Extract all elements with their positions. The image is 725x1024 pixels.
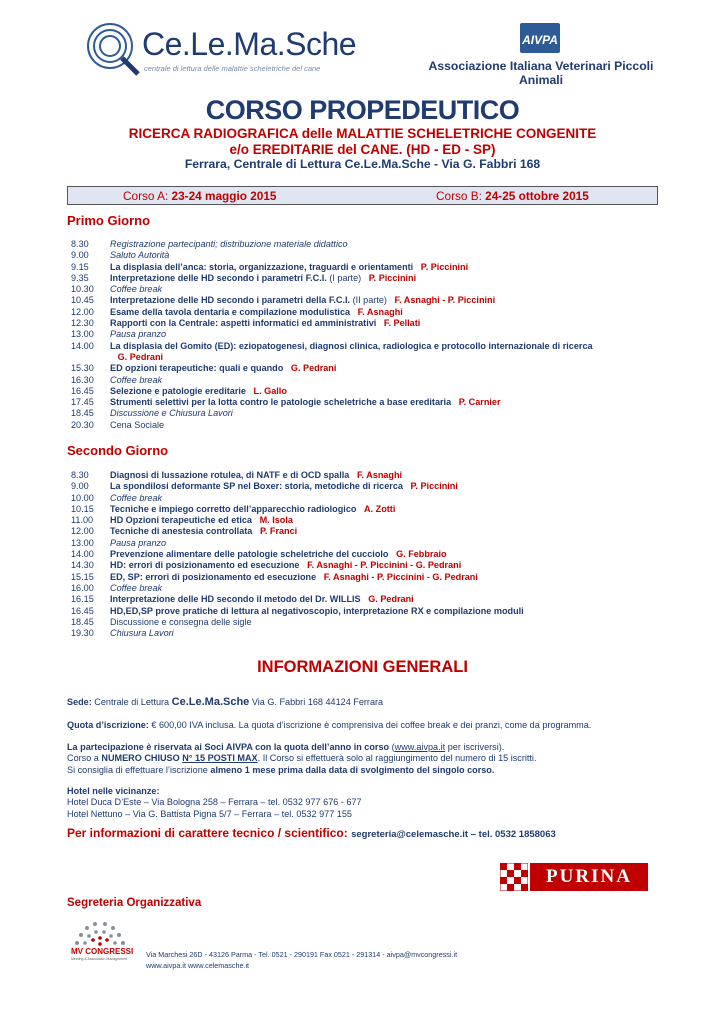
hotel-item-2: Hotel Nettuno – Via G. Battista Pigna 5/7 – Ferrara – tel. 0532 977 155 xyxy=(67,808,352,819)
schedule-row xyxy=(67,515,687,526)
schedule-item xyxy=(110,250,687,261)
schedule-day-1 xyxy=(67,239,687,431)
quota-text: € 600,00 IVA inclusa. La quota d’iscrizione è comprensiva dei coffee break e dei pranzi, come da programma. xyxy=(151,720,592,730)
course-a-label: Corso A: xyxy=(123,189,172,203)
schedule-time: 18.45 xyxy=(71,408,94,419)
schedule-item xyxy=(110,420,687,431)
quota-line xyxy=(67,720,687,731)
schedule-item xyxy=(110,560,687,571)
schedule-row xyxy=(67,594,687,605)
schedule-item-text: La displasia dell’anca: storia, organizzazione, traguardi e orientamenti xyxy=(110,261,414,272)
hotel-item-1: Hotel Duca D’Este – Via Bologna 258 – Ferrara – tel. 0532 977 676 - 677 xyxy=(67,797,362,808)
schedule-speaker: G. Febbraio xyxy=(396,549,447,560)
schedule-row xyxy=(67,572,687,583)
schedule-row xyxy=(67,408,687,419)
schedule-speaker: F. Asnaghi xyxy=(357,306,403,317)
schedule-item xyxy=(110,481,687,492)
schedule-item xyxy=(110,284,687,295)
schedule-time: 8.30 xyxy=(71,239,89,249)
schedule-time: 20.30 xyxy=(71,419,94,430)
schedule-item xyxy=(110,526,687,537)
schedule-row xyxy=(67,250,687,261)
sede-prefix: Centrale di Lettura xyxy=(94,697,170,707)
schedule-time: 14.30 xyxy=(71,560,94,571)
schedule-time: 14.00 xyxy=(71,549,94,560)
course-dates-box xyxy=(67,186,658,205)
schedule-item xyxy=(110,352,687,363)
schedule-item xyxy=(110,397,687,408)
contact-lead: Per informazioni di carattere tecnico / scientifico: xyxy=(67,826,348,840)
schedule-speaker: G. Pedrani xyxy=(368,594,414,605)
schedule-speaker: P. Carnier xyxy=(458,397,501,408)
schedule-row xyxy=(67,493,687,504)
schedule-row xyxy=(67,504,687,515)
subtitle-line-1: RICERCA RADIOGRAFICA delle MALATTIE SCHELETRICHE CONGENITE xyxy=(128,126,597,141)
aivpa-link[interactable]: www.aivpa.it xyxy=(394,742,446,752)
logo-text: Ce.Le.Ma.Sche xyxy=(142,26,357,62)
schedule-item xyxy=(110,583,687,594)
schedule-speaker: M. Isola xyxy=(259,515,293,526)
schedule-speaker: G. Pedrani xyxy=(117,351,164,362)
schedule-row xyxy=(67,239,687,250)
schedule-item xyxy=(110,239,687,250)
schedule-speaker: A. Zotti xyxy=(364,503,396,514)
schedule-time: 9.15 xyxy=(71,261,89,272)
schedule-time: 13.00 xyxy=(71,329,94,340)
schedule-time: 9.35 xyxy=(71,272,89,283)
schedule-time: 16.45 xyxy=(71,605,94,616)
schedule-item-text: Coffee break xyxy=(110,582,163,593)
schedule-time: 10.15 xyxy=(71,503,94,514)
schedule-item xyxy=(110,386,687,397)
celemasche-logo xyxy=(84,20,357,80)
schedule-row xyxy=(67,295,687,306)
schedule-item-text: Interpretazione delle HD secondo i parametri F.C.I. xyxy=(110,272,327,283)
schedule-item-text: Tecniche di anestesia controllata xyxy=(110,526,253,537)
schedule-item xyxy=(110,538,687,549)
contact-line xyxy=(67,828,687,840)
schedule-item xyxy=(110,329,687,340)
advice-text: Si consiglia di effettuare l’iscrizione xyxy=(67,764,208,775)
schedule-time xyxy=(67,352,110,363)
schedule-row xyxy=(67,538,687,549)
course-a xyxy=(123,189,276,203)
schedule-item xyxy=(110,363,687,374)
schedule-item-text: ED opzioni terapeutiche: quali e quando xyxy=(110,363,284,374)
segreteria-title: Segreteria Organizzativa xyxy=(67,897,202,909)
schedule-row xyxy=(67,262,687,273)
schedule-item xyxy=(110,549,687,560)
schedule-row xyxy=(67,273,687,284)
day-2-title: Secondo Giorno xyxy=(67,443,169,458)
schedule-item xyxy=(110,617,687,628)
footer-websites[interactable]: www.aivpa.it www.celemasche.it xyxy=(146,961,250,970)
schedule-speaker: P. Piccinini xyxy=(368,272,417,283)
schedule-item xyxy=(110,504,687,515)
schedule-row xyxy=(67,549,687,560)
schedule-time: 12.30 xyxy=(71,318,94,329)
schedule-item-text: Rapporti con la Centrale: aspetti informatici ed amministrativi xyxy=(110,318,377,329)
schedule-row xyxy=(67,363,687,374)
schedule-time: 12.00 xyxy=(71,526,94,537)
schedule-time: 13.00 xyxy=(71,537,94,548)
schedule-time: 15.15 xyxy=(71,571,94,582)
schedule-item-text: Saluto Autorità xyxy=(110,250,170,261)
hotel-block xyxy=(67,786,687,820)
course-b xyxy=(436,189,589,203)
schedule-row xyxy=(67,628,687,639)
schedule-item-text: Pausa pranzo xyxy=(110,329,167,340)
schedule-item-text: Chiusura Lavori xyxy=(110,628,174,639)
schedule-item-text: La displasia del Gomito (ED): eziopatogenesi, diagnosi clinica, radiologica e protocollo internazionale di ricerca xyxy=(110,340,593,351)
purina-wordmark: PURINA xyxy=(530,863,648,891)
schedule-day-2 xyxy=(67,470,687,639)
schedule-time: 9.00 xyxy=(71,481,89,492)
sede-address: Via G. Fabbri 168 44124 Ferrara xyxy=(251,697,384,707)
schedule-time: 19.30 xyxy=(71,628,94,639)
schedule-item-text: Prevenzione alimentare delle patologie scheletriche del cucciolo xyxy=(110,549,389,560)
schedule-item xyxy=(110,572,687,583)
schedule-item-text: Selezione e patologie ereditarie xyxy=(110,385,246,396)
schedule-item xyxy=(110,295,687,306)
schedule-time: 16.15 xyxy=(71,594,94,605)
schedule-item-text: Interpretazione delle HD secondo il metodo del Dr. WILLIS xyxy=(110,594,361,605)
logo-subtitle: centrale di lettura delle malattie scheletriche del cane xyxy=(144,64,321,73)
schedule-speaker: P. Piccinini xyxy=(420,261,469,272)
schedule-item-text: Diagnosi di lussazione rotulea, di NATF e di OCD spalla xyxy=(110,470,350,480)
quota-label: Quota d’iscrizione: xyxy=(67,720,149,730)
course-b-dates: 24-25 ottobre 2015 xyxy=(485,189,589,203)
magnifier-logo-icon xyxy=(84,20,142,78)
schedule-item xyxy=(110,628,687,639)
schedule-row xyxy=(67,420,687,431)
schedule-row xyxy=(67,617,687,628)
schedule-item-text: Coffee break xyxy=(110,492,163,503)
schedule-item-text: Pausa pranzo xyxy=(110,537,167,548)
schedule-item xyxy=(110,515,687,526)
purina-logo xyxy=(500,863,652,891)
schedule-item xyxy=(110,318,687,329)
schedule-row xyxy=(67,318,687,329)
schedule-row xyxy=(67,329,687,340)
schedule-speaker: L. Gallo xyxy=(253,385,287,396)
schedule-speaker: F. Asnaghi - P. Piccinini xyxy=(394,295,496,306)
schedule-item xyxy=(110,307,687,318)
mv-congressi-name: MV CONGRESSI xyxy=(71,947,134,956)
schedule-item xyxy=(110,341,687,352)
schedule-item-note: (I parte) xyxy=(329,272,362,283)
subtitle-line-2: e/o EREDITARIE del CANE. (HD - ED - SP) xyxy=(229,142,496,157)
footer-address: Via Marchesi 26D - 43126 Parma - Tel. 0521 - 290191 Fax 0521 - 291314 - aivpa@mvcongressi.it xyxy=(146,950,458,959)
schedule-item xyxy=(110,375,687,386)
schedule-row xyxy=(67,386,687,397)
schedule-item-text: Esame della tavola dentaria e compilazione modulistica xyxy=(110,306,351,317)
schedule-item-note: (II parte) xyxy=(352,295,387,306)
participation-text-end: per iscriversi). xyxy=(447,742,505,752)
checkerboard-icon xyxy=(500,863,528,891)
schedule-item-text: HD: errori di posizionamento ed esecuzione xyxy=(110,560,300,571)
schedule-speaker: P. Piccinini xyxy=(410,481,458,492)
schedule-row xyxy=(67,470,687,481)
schedule-item-text: Discussione e consegna delle sigle xyxy=(110,616,252,627)
schedule-row xyxy=(67,560,687,571)
contact-email-phone[interactable]: segreteria@celemasche.it – tel. 0532 1858063 xyxy=(351,829,556,840)
schedule-row xyxy=(67,606,687,617)
schedule-row xyxy=(67,284,687,295)
schedule-item xyxy=(110,470,687,481)
sede-label: Sede: xyxy=(67,697,92,707)
schedule-time: 14.00 xyxy=(71,340,94,351)
schedule-time: 16.00 xyxy=(71,582,94,593)
schedule-row xyxy=(67,352,687,363)
posti-max: N° 15 POSTI MAX xyxy=(182,753,258,764)
association-name: Associazione Italiana Veterinari Piccoli Animali xyxy=(428,59,654,87)
schedule-item-text: Discussione e Chiusura Lavori xyxy=(110,408,233,419)
schedule-item-text: Strumenti selettivi per la lotta contro le patologie scheletriche a base ereditaria xyxy=(110,397,452,408)
venue-line: Ferrara, Centrale di Lettura Ce.Le.Ma.Sche - Via G. Fabbri 168 xyxy=(184,157,541,171)
info-title: INFORMAZIONI GENERALI xyxy=(257,658,468,676)
mv-congressi-arc-icon xyxy=(67,915,133,947)
schedule-time: 16.30 xyxy=(71,374,94,385)
schedule-item xyxy=(110,262,687,273)
advice-deadline: almeno 1 mese prima dalla data di svolgimento del singolo corso. xyxy=(210,764,495,775)
schedule-item-text: Coffee break xyxy=(110,284,163,295)
schedule-item-text: Tecniche e impiego corretto dell’apparecchio radiologico xyxy=(110,503,357,514)
schedule-time: 12.00 xyxy=(71,306,94,317)
schedule-row xyxy=(67,341,687,352)
schedule-item xyxy=(110,594,687,605)
course-a-dates: 23-24 maggio 2015 xyxy=(171,189,277,203)
sede-line xyxy=(67,697,687,708)
schedule-item-text: Coffee break xyxy=(110,374,163,385)
schedule-time: 9.00 xyxy=(71,250,89,261)
schedule-time: 8.30 xyxy=(71,470,89,480)
schedule-time: 16.45 xyxy=(71,385,94,396)
schedule-time: 17.45 xyxy=(71,397,94,408)
aivpa-logo xyxy=(520,23,560,53)
schedule-speaker: F. Asnaghi - P. Piccinini - G. Pedrani xyxy=(323,571,478,582)
numero-chiuso-note: Il Corso si effettuerà solo al raggiungimento del numero di 15 iscritti. xyxy=(262,753,537,764)
schedule-item-text: Cena Sociale xyxy=(110,419,165,430)
schedule-row xyxy=(67,397,687,408)
mv-congressi-logo xyxy=(67,915,137,963)
schedule-item-text: HD Opzioni terapeutiche ed etica xyxy=(110,515,252,526)
schedule-row xyxy=(67,307,687,318)
schedule-speaker: F. Asnaghi - P. Piccinini - G. Pedrani xyxy=(307,560,462,571)
schedule-row xyxy=(67,375,687,386)
schedule-time: 18.45 xyxy=(71,616,94,627)
schedule-row xyxy=(67,583,687,594)
page-title: CORSO PROPEDEUTICO xyxy=(205,95,520,125)
schedule-time: 11.00 xyxy=(71,515,94,526)
schedule-item xyxy=(110,606,687,617)
course-b-label: Corso B: xyxy=(436,189,486,203)
schedule-item xyxy=(110,273,687,284)
schedule-row xyxy=(67,526,687,537)
schedule-time: 15.30 xyxy=(71,363,94,374)
schedule-speaker: P. Franci xyxy=(259,526,298,537)
schedule-time: 10.45 xyxy=(71,295,94,306)
numero-chiuso-pre: Corso a xyxy=(67,753,99,764)
schedule-speaker: F. Pellati xyxy=(383,318,421,329)
schedule-item-text: ED, SP: errori di posizionamento ed esecuzione xyxy=(110,571,317,582)
mv-congressi-tagline: Meeting & Association Management xyxy=(71,957,127,961)
sede-name: Ce.Le.Ma.Sche xyxy=(171,696,250,708)
aivpa-logo-text: AIVPA xyxy=(522,33,558,47)
schedule-time: 10.30 xyxy=(71,284,94,295)
schedule-item xyxy=(110,408,687,419)
hotel-title: Hotel nelle vicinanze: xyxy=(67,786,160,796)
participation-block: La partecipazione è riservata ai Soci AIVPA con la quota dell’anno in corso (www.aivpa.it per iscriversi). Corso a NUMERO CHIUSO N° 15 POSTI MAX. Il Corso si effettuerà solo al raggiungimento del numero di 15 iscritti. Si consiglia di effettuare l’iscrizione almeno 1 mese prima dalla data di svolgimento del singolo corso. xyxy=(67,742,537,775)
schedule-time: 10.00 xyxy=(71,492,94,503)
numero-chiuso: NUMERO CHIUSO xyxy=(101,753,180,764)
schedule-item-text: Registrazione partecipanti; distribuzione materiale didattico xyxy=(110,239,348,249)
day-1-title: Primo Giorno xyxy=(67,213,151,228)
schedule-item-text: HD,ED,SP prove pratiche di lettura al negativoscopio, interpretazione RX e compilazione moduli xyxy=(110,605,524,616)
schedule-item-text: Interpretazione delle HD secondo i parametri della F.C.I. xyxy=(110,295,351,306)
schedule-speaker: F. Asnaghi xyxy=(356,470,403,480)
participation-text: La partecipazione è riservata ai Soci AIVPA con la quota dell’anno in corso xyxy=(67,742,390,752)
schedule-item xyxy=(110,493,687,504)
schedule-row xyxy=(67,481,687,492)
schedule-item-text: La spondilosi deformante SP nel Boxer: storia, metodiche di ricerca xyxy=(110,481,403,492)
schedule-speaker: G. Pedrani xyxy=(290,363,337,374)
